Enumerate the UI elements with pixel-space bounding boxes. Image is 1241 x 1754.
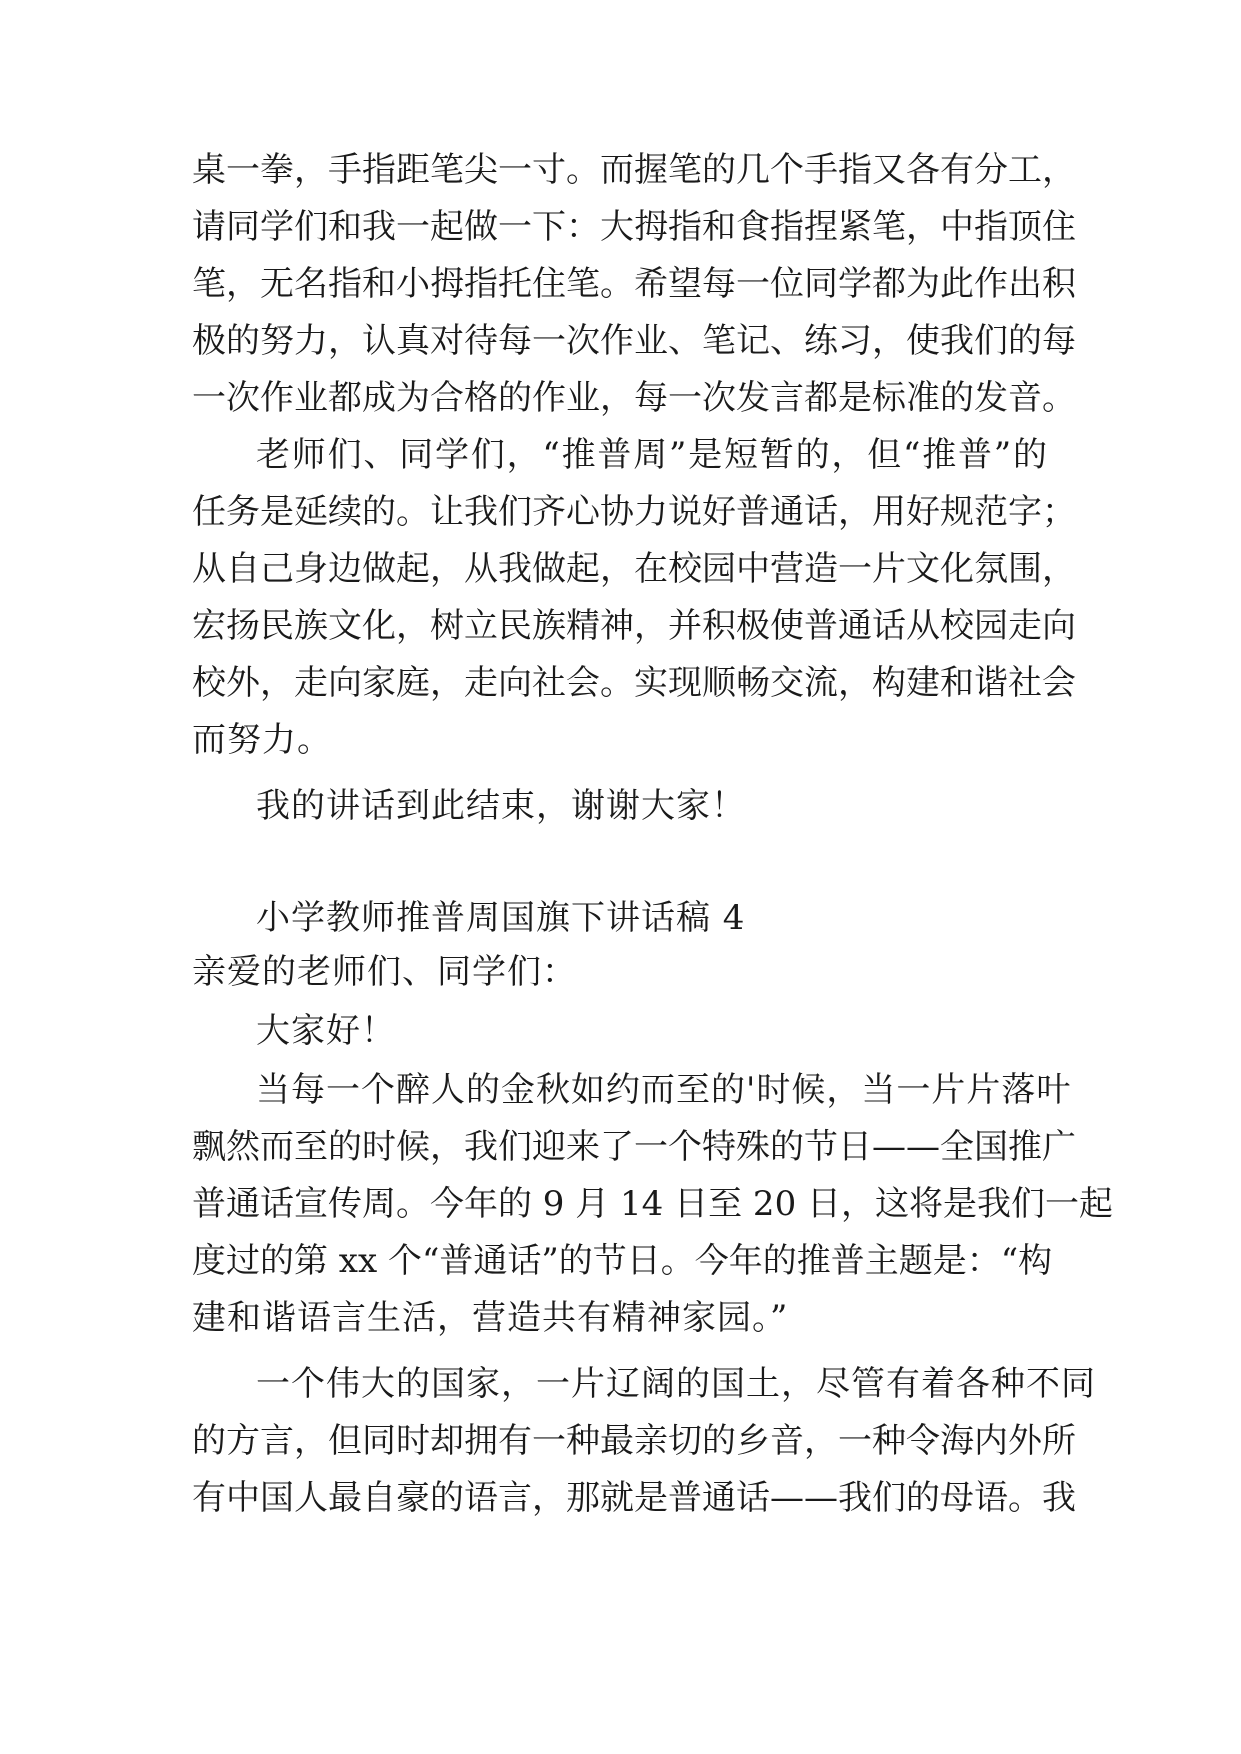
paragraph-b-line-6: 而努力。 (192, 720, 332, 760)
greeting: 大家好！ (256, 1011, 396, 1051)
paragraph-d-line-3: 有中国人最自豪的语言，那就是普通话——我们的母语。我 (192, 1478, 1076, 1518)
section-title: 小学教师推普周国旗下讲话稿 4 (256, 898, 746, 938)
paragraph-a-line-4: 极的努力，认真对待每一次作业、笔记、练习，使我们的每 (192, 321, 1076, 361)
paragraph-c-line-4: 度过的第 xx 个“普通话”的节日。今年的推普主题是：“构 (192, 1241, 1053, 1281)
paragraph-b-line-4: 宏扬民族文化，树立民族精神，并积极使普通话从校园走向 (192, 606, 1076, 646)
paragraph-a-line-3: 笔，无名指和小拇指托住笔。希望每一位同学都为此作出积 (192, 264, 1076, 304)
paragraph-a-line-5: 一次作业都成为合格的作业，每一次发言都是标准的发音。 (192, 378, 1076, 418)
paragraph-b-line-2: 任务是延续的。让我们齐心协力说好普通话，用好规范字； (192, 492, 1076, 532)
paragraph-a-line-2: 请同学们和我一起做一下：大拇指和食指捏紧笔，中指顶住 (192, 207, 1076, 247)
salutation: 亲爱的老师们、同学们： (192, 952, 577, 992)
paragraph-b-line-3: 从自己身边做起，从我做起，在校园中营造一片文化氛围， (192, 549, 1076, 589)
paragraph-d-line-1: 一个伟大的国家，一片辽阔的国土，尽管有着各种不同 (256, 1364, 1096, 1404)
paragraph-c-line-5: 建和谐语言生活，营造共有精神家园。” (192, 1298, 789, 1338)
paragraph-c-line-2: 飘然而至的时候，我们迎来了一个特殊的节日——全国推广 (192, 1127, 1076, 1167)
closing-remark: 我的讲话到此结束，谢谢大家！ (256, 786, 746, 826)
paragraph-c-line-1: 当每一个醉人的金秋如约而至的'时候，当一片片落叶 (256, 1070, 1072, 1110)
paragraph-b-line-5: 校外，走向家庭，走向社会。实现顺畅交流，构建和谐社会 (192, 663, 1076, 703)
paragraph-c-line-3: 普通话宣传周。今年的 9 月 14 日至 20 日，这将是我们一起 (192, 1184, 1114, 1224)
paragraph-b-line-1: 老师们、同学们，“推普周”是短暂的，但“推普”的 (256, 435, 1048, 475)
paragraph-a-line-1: 桌一拳，手指距笔尖一寸。而握笔的几个手指又各有分工， (192, 150, 1076, 190)
paragraph-d-line-2: 的方言，但同时却拥有一种最亲切的乡音，一种令海内外所 (192, 1421, 1076, 1461)
